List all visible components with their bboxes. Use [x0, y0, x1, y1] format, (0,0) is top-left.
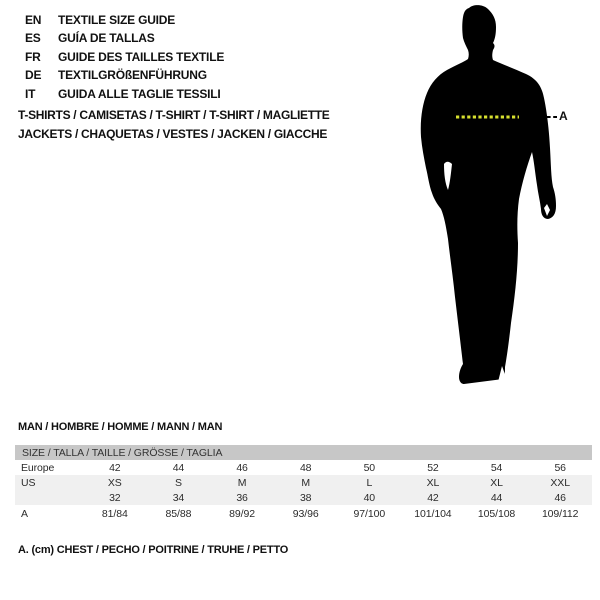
- table-row-label: US: [15, 475, 83, 490]
- size-table-wrap: [15, 445, 592, 522]
- table-row-numeric: [15, 490, 592, 505]
- table-cell: 89/92: [229, 507, 255, 520]
- table-cell: 54: [490, 461, 503, 474]
- size-table-header-row: [15, 445, 592, 460]
- lang-code: IT: [25, 86, 36, 101]
- table-cell: 34: [147, 490, 211, 505]
- table-cell: S: [147, 475, 211, 490]
- table-cell: 38: [274, 490, 338, 505]
- lang-row-es: [25, 29, 224, 47]
- table-cell: 85/88: [165, 507, 192, 520]
- table-cell: 50: [363, 461, 376, 474]
- category-tshirts: T-SHIRTS / CAMISETAS / T-SHIRT / T-SHIRT / MAGLIETTE: [18, 108, 330, 122]
- lang-row-it: [25, 85, 224, 103]
- table-cell: 36: [210, 490, 274, 505]
- table-cell: 81/84: [101, 507, 128, 520]
- category-jackets: JACKETS / CHAQUETAS / VESTES / JACKEN / GIACCHE: [18, 127, 328, 141]
- size-table-header: SIZE / TALLA / TAILLE / GRÖSSE / TAGLIA: [15, 445, 592, 460]
- lang-label: GUIDA ALLE TAGLIE TESSILI: [58, 86, 221, 101]
- lang-label: GUIDE DES TAILLES TEXTILE: [58, 49, 225, 64]
- lang-code: DE: [25, 68, 42, 83]
- section-title-man: MAN / HOMBRE / HOMME / MANN / MAN: [18, 421, 223, 433]
- table-cell: XXL: [528, 475, 592, 490]
- lang-row-en: [25, 11, 224, 29]
- garment-categories: [18, 106, 330, 144]
- lang-row-de: [25, 66, 224, 84]
- table-cell: 42: [401, 490, 465, 505]
- table-cell: XL: [401, 475, 465, 490]
- table-cell: L: [338, 475, 402, 490]
- man-silhouette: [421, 5, 556, 384]
- size-table: [15, 445, 592, 522]
- table-cell: 109/112: [541, 507, 579, 520]
- table-cell: 93/96: [292, 507, 319, 520]
- table-cell: 32: [83, 490, 147, 505]
- table-cell: 44: [172, 461, 185, 474]
- table-cell: 42: [109, 461, 121, 474]
- table-cell: 48: [299, 461, 312, 474]
- table-cell: 40: [338, 490, 402, 505]
- lang-code: EN: [25, 13, 42, 27]
- table-row-europe: [15, 460, 592, 475]
- table-cell: 46: [236, 461, 248, 474]
- lang-label: TEXTILE SIZE GUIDE: [58, 13, 176, 27]
- table-cell: 105/108: [477, 507, 516, 520]
- table-cell: M: [274, 475, 338, 490]
- language-list: [25, 11, 224, 103]
- table-row-label: Europe: [21, 461, 55, 474]
- lang-row-fr: [25, 48, 224, 66]
- table-cell: 101/104: [414, 507, 452, 520]
- man-silhouette-figure: [405, 0, 600, 400]
- table-cell: 56: [554, 461, 566, 474]
- table-cell: XS: [83, 475, 147, 490]
- table-row-us: [15, 475, 592, 490]
- table-cell: XL: [465, 475, 529, 490]
- lang-code: ES: [25, 31, 41, 46]
- table-cell: 97/100: [353, 507, 386, 520]
- table-cell: 44: [465, 490, 529, 505]
- lang-code: FR: [25, 49, 41, 64]
- lang-label: GUÍA DE TALLAS: [58, 31, 155, 46]
- table-row-chest-a: [15, 505, 592, 522]
- measurement-label-a: A: [559, 109, 568, 123]
- table-cell: 52: [427, 461, 439, 474]
- table-cell: M: [210, 475, 274, 490]
- table-row-label: A: [21, 507, 28, 520]
- footer-measurement-note: A. (cm) CHEST / PECHO / POITRINE / TRUHE / PETTO: [18, 544, 289, 556]
- lang-label: TEXTILGRÖßENFÜHRUNG: [58, 68, 207, 83]
- table-row-label: [15, 490, 83, 505]
- table-cell: 46: [528, 490, 592, 505]
